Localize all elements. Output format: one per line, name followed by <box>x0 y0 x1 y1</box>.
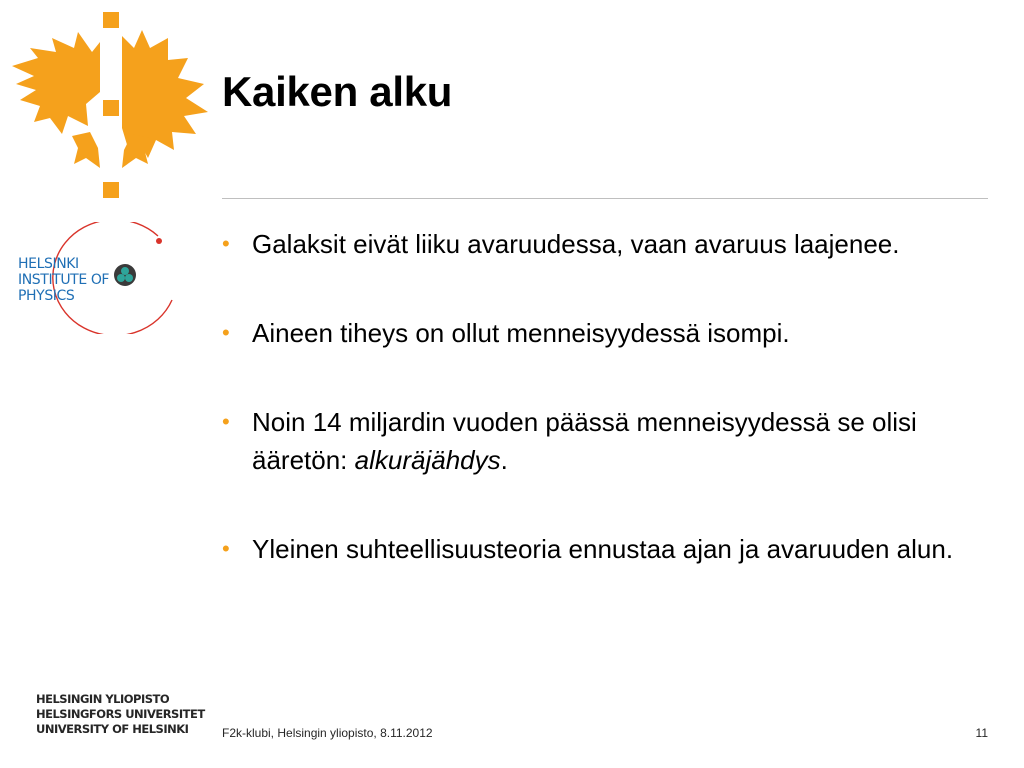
bullet-text: Noin 14 miljardin vuoden päässä menneisyydessä se olisi ääretön: <box>252 407 917 475</box>
title-divider <box>222 198 988 199</box>
hip-logo <box>14 222 196 334</box>
page-number: 11 <box>975 726 988 740</box>
bullet-suffix: . <box>500 445 508 475</box>
hip-line1: HELSINKI <box>18 256 79 272</box>
bullet-icon: • <box>222 231 230 256</box>
hip-line3: PHYSICS <box>18 288 75 304</box>
university-name-en: UNIVERSITY OF HELSINKI <box>36 722 189 736</box>
bullet-text: Aineen tiheys on ollut menneisyydessä isompi. <box>252 318 790 348</box>
university-name-sv: HELSINGFORS UNIVERSITET <box>36 707 205 721</box>
list-item <box>222 314 962 352</box>
uh-flame-icon <box>8 8 218 203</box>
footer-text: F2k-klubi, Helsingin yliopisto, 8.11.2012 <box>222 726 433 740</box>
bullet-icon: • <box>222 320 230 345</box>
bullet-icon: • <box>222 536 230 561</box>
slide-title: Kaiken alku <box>222 68 453 115</box>
bullet-text: Yleinen suhteellisuusteoria ennustaa ajan ja avaruuden alun. <box>252 534 954 564</box>
university-name-fi: HELSINGIN YLIOPISTO <box>36 692 170 706</box>
bullet-text: Galaksit eivät liiku avaruudessa, vaan avaruus laajenee. <box>252 229 900 259</box>
bullet-emphasis: alkuräjähdys <box>354 445 501 475</box>
list-item <box>222 403 962 479</box>
hip-line2: INSTITUTE OF <box>18 272 110 288</box>
list-item <box>222 530 962 568</box>
list-item <box>222 225 962 263</box>
university-name-block <box>36 692 205 737</box>
bullet-icon: • <box>222 409 230 434</box>
bullet-list <box>222 225 962 619</box>
